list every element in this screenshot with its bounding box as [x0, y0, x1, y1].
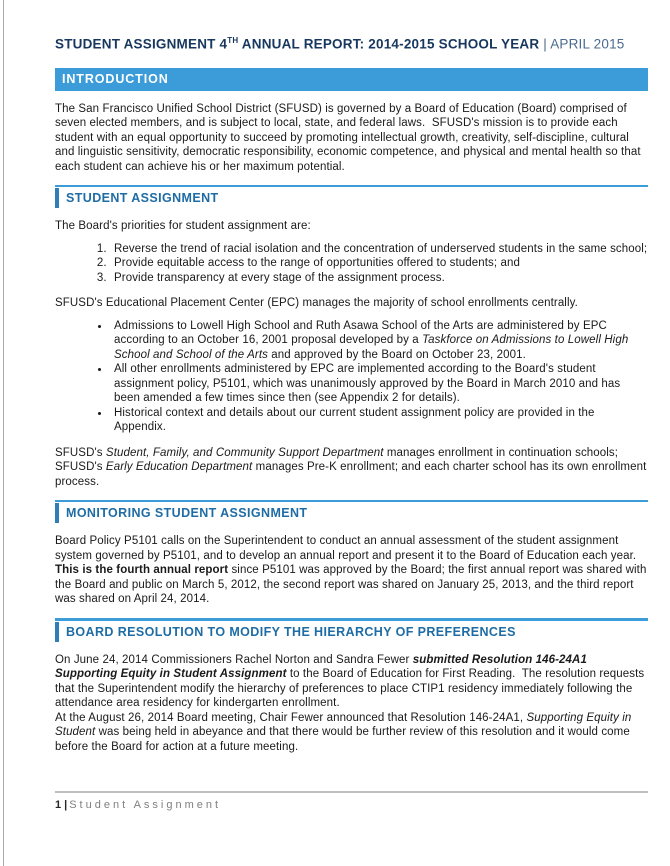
monitoring-paragraph-2: This is the fourth annual report since P5101 was approved by the Board; the first annual report was shared with the Board and public on March 5, 2012, the second report was shared on January 25, 2013, and the third report was shared on April 24, 2014. — [55, 564, 650, 605]
list-item: • All other enrollments administered by EPC are implemented according to the Board's student assignment policy, P5101, which was unanimously approved by the Board in March 2010 and has been amended a few times since then (see Appendix 2 for details). — [110, 362, 648, 406]
section-heading-label: MONITORING STUDENT ASSIGNMENT — [55, 503, 648, 523]
board-resolution-paragraphs — [55, 653, 648, 755]
page-left-border — [3, 0, 4, 866]
footer-text — [55, 799, 648, 811]
board-resolution-paragraph-1: On June 24, 2014 Commissioners Rachel Norton and Sandra Fewer submitted Resolution 146-24A1 Supporting Equity in Student Assignment to the Board of Education for First Reading. The resolution requests that the Superintendent modify the hierarchy of preferences to place CTIP1 residency immediately following the attendance area residency for kindergarten enrollment. — [55, 653, 648, 709]
list-item: • Admissions to Lowell High School and Ruth Asawa School of the Arts are administered by EPC according to an October 16, 2001 proposal developed by a Taskforce on Admissions to Lowell High School and School of the Arts and approved by the Board on October 23, 2001. — [110, 319, 648, 363]
footer-section-label: Student Assignment — [69, 799, 222, 811]
footer-separator: | — [64, 799, 68, 811]
footer-divider — [55, 791, 648, 793]
title-ordinal-suffix: TH — [227, 36, 239, 45]
page-number: 1 — [55, 799, 62, 811]
section-header-introduction — [55, 68, 648, 91]
section-header-student-assignment — [55, 185, 648, 208]
title-date: | APRIL 2015 — [543, 36, 625, 52]
list-item: 1. Reverse the trend of racial isolation and the concentration of underserved students in the same school; — [110, 242, 648, 257]
epc-paragraph: SFUSD's Educational Placement Center (EPC) manages the majority of school enrollments centrally. — [55, 297, 578, 309]
monitoring-paragraphs — [55, 534, 648, 607]
introduction-paragraph: The San Francisco Unified School District (SFUSD) is governed by a Board of Education (Board) comprised of seven elected members, and is subject to local, state, and federal laws. SFUSD's mission is to provide each student with an equal opportunity to succeed by promoting intellectual growth, creativity, self-discipline, cultural and linguistic sensitivity, democratic responsibility, economic competence, and physical and mental health so that each student can achieve his or her maximum potential. — [55, 102, 644, 173]
monitoring-paragraph-1: Board Policy P5101 calls on the Superintendent to conduct an annual assessment of the student assignment system governed by P5101, and to develop an annual report and present it to the Board of Education each year. — [55, 535, 637, 562]
section-header-monitoring — [55, 500, 648, 523]
title-main: STUDENT ASSIGNMENT 4 — [55, 36, 228, 52]
list-item: 3. Provide transparency at every stage of the assignment process. — [110, 271, 648, 286]
list-item: • Historical context and details about our current student assignment policy are provided in the Appendix. — [110, 406, 648, 435]
board-resolution-paragraph-2: At the August 26, 2014 Board meeting, Chair Fewer announced that Resolution 146-24A1, Supporting Equity in Student was being held in abeyance and that there would be further review of this resolution and it would come before the Board for action at a future meeting. — [55, 711, 635, 753]
board-priorities-intro: The Board's priorities for student assignment are: — [55, 220, 311, 232]
section-header-board-resolution — [55, 618, 648, 642]
page-footer — [55, 791, 648, 811]
document-title — [55, 36, 648, 52]
epc-details-list — [55, 319, 648, 435]
section-heading-label: BOARD RESOLUTION TO MODIFY THE HIERARCHY OF PREFERENCES — [55, 622, 648, 642]
departments-paragraph: SFUSD's Student, Family, and Community Support Department manages enrollment in continuation schools; SFUSD's Early Education Department manages Pre-K enrollment; and each charter school has its own enrollment process. — [55, 446, 650, 488]
section-heading-label: STUDENT ASSIGNMENT — [55, 188, 648, 208]
priorities-list — [55, 242, 648, 286]
page-content — [55, 0, 648, 754]
section-heading-label: INTRODUCTION — [62, 71, 169, 86]
list-item: 2. Provide equitable access to the range of opportunities offered to students; and — [110, 256, 648, 271]
title-rest: ANNUAL REPORT: 2014-2015 SCHOOL YEAR — [238, 36, 544, 52]
